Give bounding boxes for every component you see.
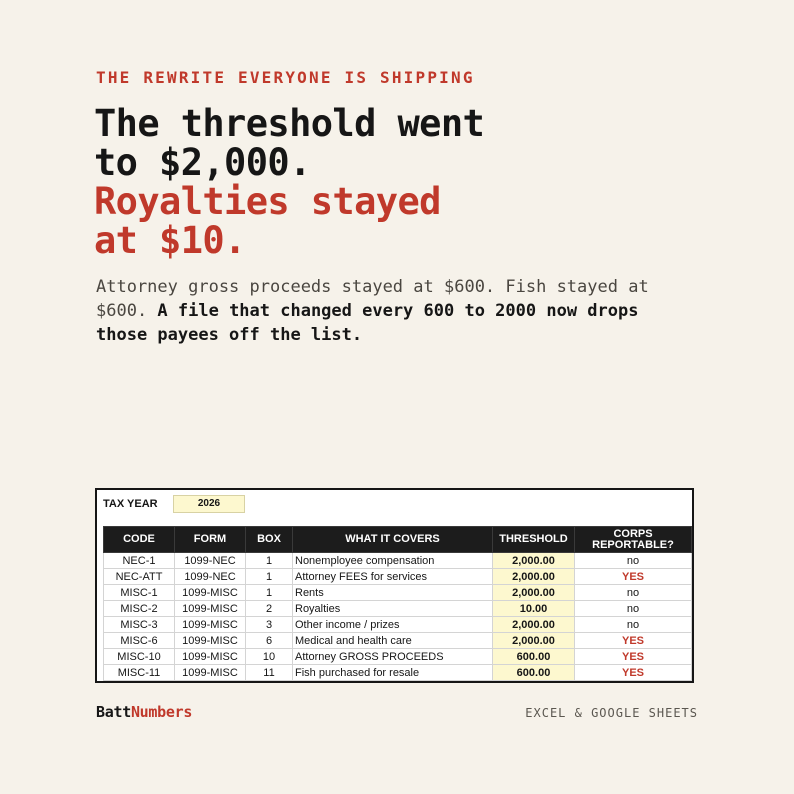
cell-box[interactable]: 11 <box>246 665 293 681</box>
table-row <box>104 617 692 633</box>
headline-line-3: Royalties stayed <box>94 180 441 223</box>
table-row <box>104 585 692 601</box>
cell-form[interactable]: 1099-MISC <box>175 665 246 681</box>
cell-threshold[interactable]: 2,000.00 <box>493 633 575 649</box>
headline <box>94 104 654 260</box>
cell-box[interactable]: 10 <box>246 649 293 665</box>
cell-reportable[interactable]: no <box>575 601 692 617</box>
cell-threshold[interactable]: 600.00 <box>493 649 575 665</box>
cell-covers[interactable]: Attorney FEES for services <box>293 569 493 585</box>
cell-covers[interactable]: Attorney GROSS PROCEEDS <box>293 649 493 665</box>
cell-box[interactable]: 1 <box>246 585 293 601</box>
brand-logo <box>96 703 192 721</box>
cell-threshold[interactable]: 10.00 <box>493 601 575 617</box>
cell-box[interactable]: 1 <box>246 569 293 585</box>
cell-threshold[interactable]: 2,000.00 <box>493 553 575 569</box>
cell-covers[interactable]: Nonemployee compensation <box>293 553 493 569</box>
cell-threshold[interactable]: 2,000.00 <box>493 617 575 633</box>
cell-box[interactable]: 3 <box>246 617 293 633</box>
table-row <box>104 649 692 665</box>
table-row <box>104 601 692 617</box>
cell-box[interactable]: 1 <box>246 553 293 569</box>
column-header-box: BOX <box>246 527 293 553</box>
cell-reportable[interactable]: no <box>575 585 692 601</box>
body-bold-text: A file that changed every 600 to 2000 now drops those payees off the list. <box>96 301 639 345</box>
cell-form[interactable]: 1099-MISC <box>175 633 246 649</box>
column-header-reportable: CORPS REPORTABLE? <box>575 527 692 553</box>
cell-threshold[interactable]: 600.00 <box>493 665 575 681</box>
cell-code[interactable]: MISC-10 <box>104 649 175 665</box>
eyebrow-kicker: THE REWRITE EVERYONE IS SHIPPING <box>96 68 475 87</box>
column-header-form: FORM <box>175 527 246 553</box>
cell-threshold[interactable]: 2,000.00 <box>493 569 575 585</box>
table-row <box>104 553 692 569</box>
cell-form[interactable]: 1099-MISC <box>175 649 246 665</box>
tax-year-cell[interactable]: 2026 <box>173 495 245 513</box>
column-header-threshold: THRESHOLD <box>493 527 575 553</box>
headline-line-4: at $10. <box>94 219 246 262</box>
cell-covers[interactable]: Other income / prizes <box>293 617 493 633</box>
column-header-covers: WHAT IT COVERS <box>293 527 493 553</box>
cell-form[interactable]: 1099-MISC <box>175 617 246 633</box>
cell-reportable[interactable]: YES <box>575 665 692 681</box>
cell-code[interactable]: MISC-2 <box>104 601 175 617</box>
table-row <box>104 633 692 649</box>
cell-form[interactable]: 1099-NEC <box>175 553 246 569</box>
cell-covers[interactable]: Fish purchased for resale <box>293 665 493 681</box>
spreadsheet-panel <box>95 488 694 683</box>
body-regular-text: Attorney gross proceeds stayed at $600. Fish stayed at $600. <box>96 277 649 321</box>
cell-covers[interactable]: Rents <box>293 585 493 601</box>
brand-part-1: Batt <box>96 703 131 721</box>
table-header-row <box>104 527 692 553</box>
cell-box[interactable]: 6 <box>246 633 293 649</box>
cell-reportable[interactable]: YES <box>575 569 692 585</box>
column-header-code: CODE <box>104 527 175 553</box>
cell-reportable[interactable]: no <box>575 553 692 569</box>
cell-form[interactable]: 1099-MISC <box>175 601 246 617</box>
cell-code[interactable]: NEC-ATT <box>104 569 175 585</box>
cell-covers[interactable]: Royalties <box>293 601 493 617</box>
headline-line-1: The threshold went <box>94 102 485 145</box>
threshold-table <box>103 526 692 681</box>
cell-code[interactable]: MISC-6 <box>104 633 175 649</box>
cell-reportable[interactable]: YES <box>575 633 692 649</box>
body-paragraph <box>96 275 696 347</box>
cell-reportable[interactable]: no <box>575 617 692 633</box>
brand-part-2: Numbers <box>130 703 193 721</box>
table-body <box>104 553 692 681</box>
table-row <box>104 665 692 681</box>
cell-box[interactable]: 2 <box>246 601 293 617</box>
tax-year-label: TAX YEAR <box>103 498 158 510</box>
cell-form[interactable]: 1099-MISC <box>175 585 246 601</box>
cell-code[interactable]: MISC-3 <box>104 617 175 633</box>
cell-reportable[interactable]: YES <box>575 649 692 665</box>
cell-covers[interactable]: Medical and health care <box>293 633 493 649</box>
table-row <box>104 569 692 585</box>
cell-form[interactable]: 1099-NEC <box>175 569 246 585</box>
cell-code[interactable]: MISC-11 <box>104 665 175 681</box>
cell-code[interactable]: MISC-1 <box>104 585 175 601</box>
headline-line-2: to $2,000. <box>94 141 311 184</box>
cell-code[interactable]: NEC-1 <box>104 553 175 569</box>
footer-tagline: EXCEL & GOOGLE SHEETS <box>525 706 698 720</box>
cell-threshold[interactable]: 2,000.00 <box>493 585 575 601</box>
